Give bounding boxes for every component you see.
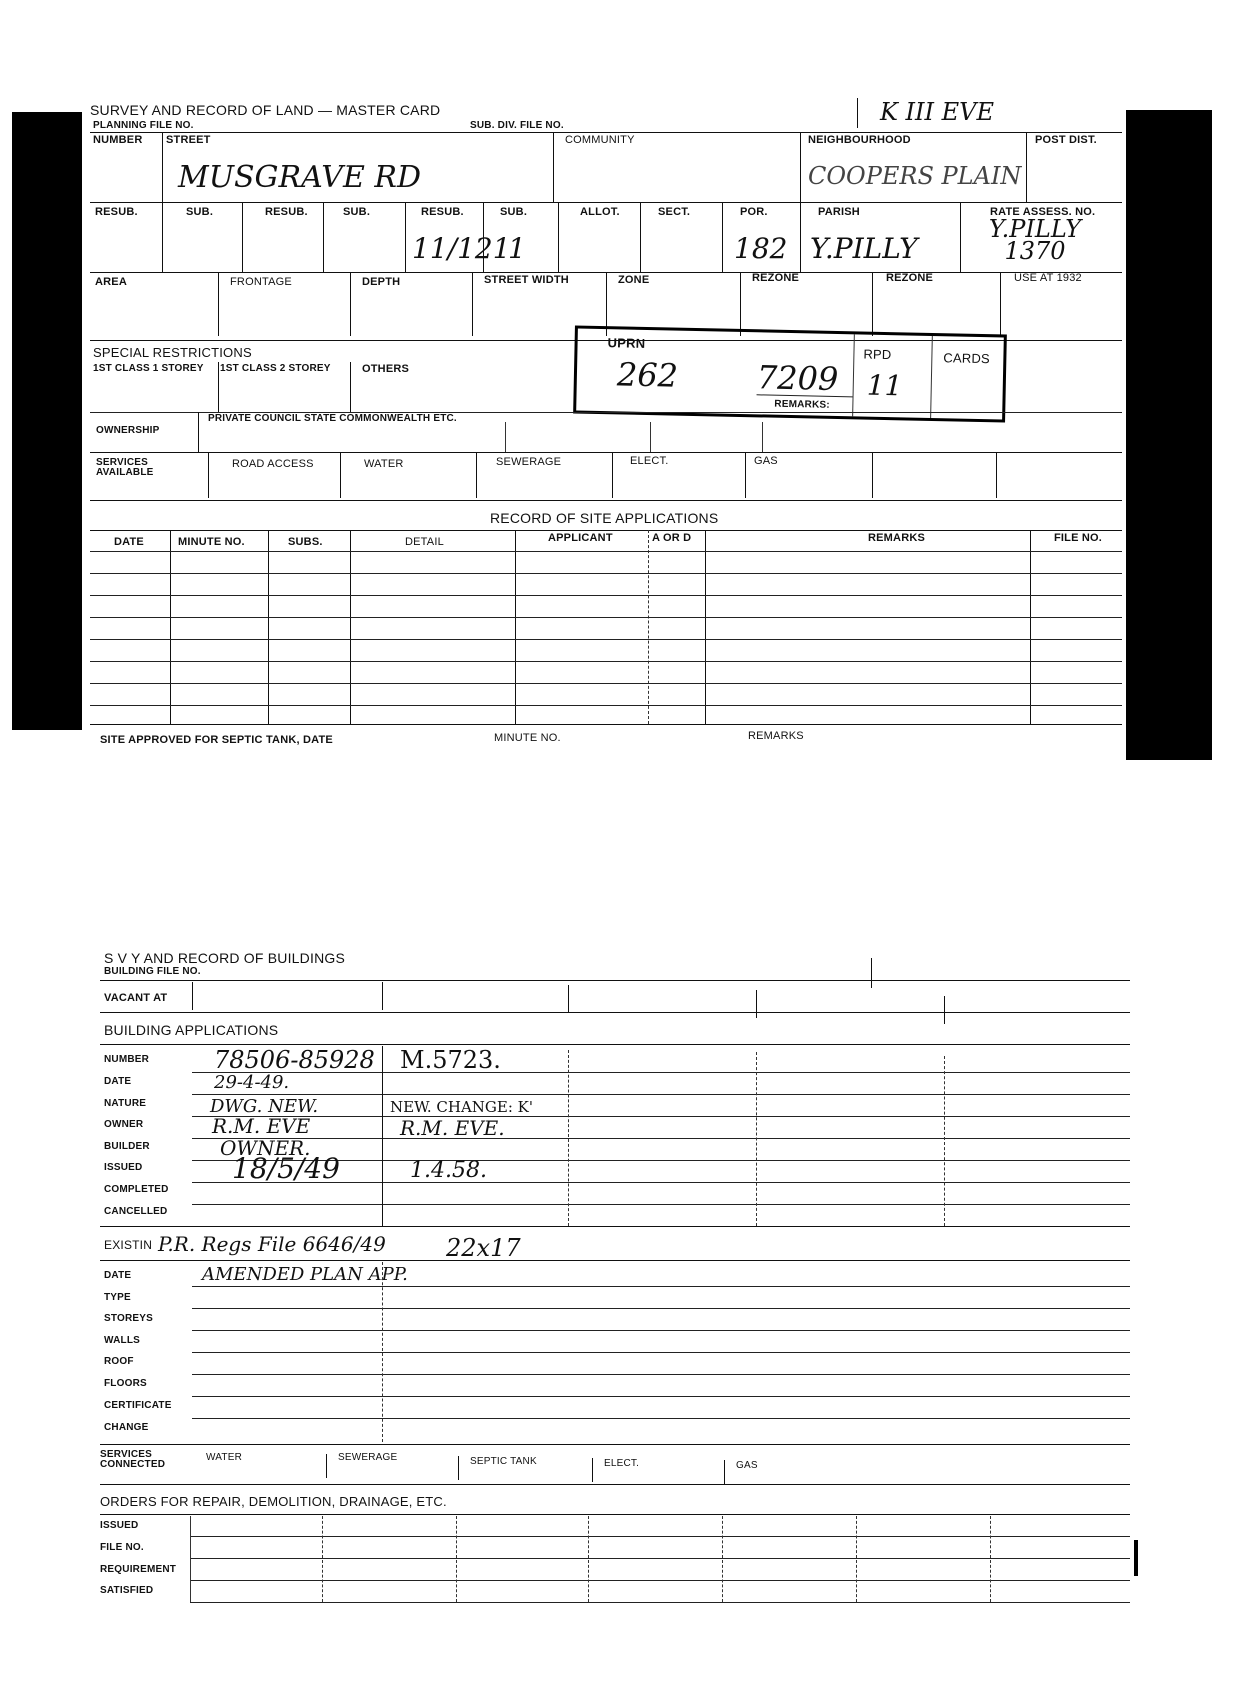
rule — [208, 452, 209, 498]
sc-gas-label: GAS — [736, 1460, 758, 1471]
rate-assess-label: RATE ASSESS. NO. — [990, 206, 1096, 218]
uprn-value-2: 7209 — [756, 358, 839, 399]
rpd-value: 11 — [866, 368, 903, 403]
vacant-at-label: VACANT AT — [104, 992, 168, 1004]
area-label: AREA — [95, 276, 127, 288]
ex-storeys-label: STOREYS — [104, 1313, 154, 1324]
app-issued-label: ISSUED — [104, 1162, 143, 1173]
site-date-header: DATE — [114, 536, 144, 548]
rule — [192, 1204, 1130, 1205]
building-applications-label: BUILDING APPLICATIONS — [104, 1022, 279, 1038]
orders-satisfied-label: SATISFIED — [100, 1585, 154, 1596]
street-label: STREET — [166, 134, 211, 146]
planning-file-label: PLANNING FILE NO. — [93, 120, 194, 131]
site-file-header: FILE NO. — [1054, 532, 1103, 544]
uprn-remarks-label: REMARKS: — [774, 398, 830, 411]
rule — [268, 530, 269, 724]
resub-label-2: RESUB. — [265, 206, 308, 218]
rule — [90, 132, 1122, 133]
app-date-value: 29-4-49. — [214, 1072, 290, 1093]
sc-sewerage-label: SEWERAGE — [338, 1452, 398, 1463]
rule — [90, 452, 1122, 453]
rule — [456, 1516, 457, 1602]
por-label: POR. — [740, 206, 768, 218]
rule — [930, 336, 933, 418]
right-scan-bar — [1126, 110, 1212, 760]
rule — [326, 1454, 327, 1478]
street-value: MUSGRAVE RD — [178, 160, 422, 195]
post-dist-label: POST DIST. — [1035, 134, 1097, 146]
rule — [90, 595, 1122, 596]
rule — [650, 422, 651, 452]
rule — [90, 530, 1122, 531]
uprn-stamp-box — [573, 325, 1007, 422]
orders-file-label: FILE NO. — [100, 1542, 144, 1553]
rule — [100, 1012, 1130, 1013]
ex-type-label: TYPE — [104, 1292, 131, 1303]
services-available-label: SERVICES AVAILABLE — [96, 457, 154, 478]
rule — [871, 958, 872, 988]
handwritten-header: K III EVE — [880, 98, 994, 126]
resub-label-1: RESUB. — [95, 206, 138, 218]
rule — [944, 1056, 945, 1226]
rule — [568, 985, 569, 1013]
rule — [568, 1050, 569, 1226]
rule — [852, 334, 855, 416]
ownership-types-label: PRIVATE COUNCIL STATE COMMONWEALTH ETC. — [208, 413, 457, 424]
rule — [100, 1514, 1130, 1515]
site-detail-header: DETAIL — [405, 536, 444, 548]
rule — [90, 661, 1122, 662]
app-issued-value-2: 1.4.58. — [410, 1158, 487, 1183]
rule — [515, 530, 516, 724]
orders-issued-label: ISSUED — [100, 1520, 139, 1531]
scan-mark — [1134, 1540, 1138, 1576]
zone-label: ZONE — [618, 274, 650, 286]
rule — [90, 551, 1122, 552]
app-owner-label: OWNER — [104, 1119, 144, 1130]
rule — [612, 452, 613, 498]
rule — [242, 202, 243, 272]
sub-label-2: SUB. — [343, 206, 371, 218]
rule — [800, 132, 801, 202]
sub-label-3: SUB. — [500, 206, 528, 218]
rule — [90, 724, 1122, 725]
ex-change-label: CHANGE — [104, 1422, 149, 1433]
use-at-label: USE AT 1932 — [1014, 272, 1082, 284]
rule — [192, 982, 193, 1010]
existing-size-value: 22x17 — [446, 1234, 521, 1262]
rule — [190, 1536, 1130, 1537]
road-access-label: ROAD ACCESS — [232, 458, 314, 470]
rule — [476, 452, 477, 498]
rule — [505, 422, 506, 452]
rule — [553, 132, 554, 202]
ex-walls-label: WALLS — [104, 1335, 140, 1346]
parish-value: Y.PILLY — [810, 232, 918, 265]
cards-label: CARDS — [943, 350, 991, 367]
app-number-value-1: 78506-85928 — [214, 1046, 375, 1074]
rule — [405, 202, 406, 272]
rpd-label: RPD — [863, 346, 892, 363]
rule — [960, 202, 961, 272]
rule — [170, 530, 171, 724]
building-file-label: BUILDING FILE NO. — [104, 966, 201, 977]
rule — [350, 530, 351, 724]
land-card-title: SURVEY AND RECORD OF LAND — MASTER CARD — [90, 102, 441, 118]
rule — [1000, 272, 1001, 336]
rule — [1026, 132, 1027, 202]
rezone-label-1: REZONE — [752, 272, 800, 284]
rule — [90, 639, 1122, 640]
orders-label: ORDERS FOR REPAIR, DEMOLITION, DRAINAGE, ETC. — [100, 1494, 447, 1509]
class2-label: 1ST CLASS 2 STOREY — [220, 363, 331, 374]
app-number-label: NUMBER — [104, 1054, 150, 1065]
orders-requirement-label: REQUIREMENT — [100, 1564, 177, 1575]
rule — [558, 202, 559, 272]
left-scan-bar — [12, 112, 82, 730]
site-a-or-d-header: A OR D — [652, 532, 692, 544]
rule — [192, 1138, 1130, 1139]
rule — [192, 1330, 1130, 1331]
rule — [648, 530, 649, 724]
rule — [350, 272, 351, 336]
app-builder-label: BUILDER — [104, 1141, 150, 1152]
rule — [762, 422, 763, 452]
rule — [872, 452, 873, 498]
septic-label: SITE APPROVED FOR SEPTIC TANK, DATE — [100, 734, 333, 746]
site-applicant-header: APPLICANT — [548, 532, 613, 544]
elect-label: ELECT. — [630, 455, 669, 467]
rule — [990, 1516, 991, 1602]
ownership-label: OWNERSHIP — [96, 425, 160, 436]
rule — [856, 1516, 857, 1602]
rule — [382, 1262, 383, 1442]
rule — [592, 1458, 593, 1482]
rule — [192, 1116, 1130, 1117]
rule — [1030, 530, 1031, 724]
rule — [722, 1516, 723, 1602]
rule — [162, 132, 163, 202]
neighbourhood-value: COOPERS PLAIN — [808, 162, 1022, 190]
rule — [705, 530, 706, 724]
septic-minute-label: MINUTE NO. — [494, 732, 561, 744]
rule — [100, 1444, 1130, 1445]
site-minute-header: MINUTE NO. — [178, 536, 245, 548]
rule — [90, 202, 1122, 203]
water-label: WATER — [364, 458, 404, 470]
rule — [872, 272, 873, 336]
rule — [218, 272, 219, 336]
rezone-label-2: REZONE — [886, 272, 934, 284]
rate-assess-value: Y.PILLY 1370 — [988, 215, 1082, 265]
rule — [640, 202, 641, 272]
rule — [100, 1226, 1130, 1227]
app-completed-label: COMPLETED — [104, 1184, 169, 1195]
rule — [100, 1484, 1130, 1485]
app-cancelled-label: CANCELLED — [104, 1206, 168, 1217]
rule — [192, 1352, 1130, 1353]
class1-label: 1ST CLASS 1 STOREY — [93, 363, 204, 374]
rule — [192, 1286, 1130, 1287]
gas-label: GAS — [754, 455, 778, 467]
app-date-label: DATE — [104, 1076, 132, 1087]
rule — [756, 990, 757, 1018]
sub-value: 1 — [508, 232, 526, 265]
ex-certificate-label: CERTIFICATE — [104, 1400, 172, 1411]
uprn-label: UPRN — [607, 335, 646, 351]
ex-date-value: AMENDED PLAN APP. — [202, 1264, 408, 1285]
existing-label: EXISTIN — [104, 1238, 153, 1252]
rule — [944, 996, 945, 1024]
rule — [745, 452, 746, 498]
rule — [90, 500, 1122, 501]
sub-div-file-label: SUB. DIV. FILE NO. — [470, 120, 564, 131]
ex-roof-label: ROOF — [104, 1356, 134, 1367]
rule — [756, 1052, 757, 1226]
existing-value: P.R. Regs File 6646/49 — [158, 1232, 386, 1256]
app-number-value-2: M.5723. — [400, 1046, 501, 1074]
rule — [740, 272, 741, 336]
street-width-label: STREET WIDTH — [484, 274, 569, 286]
rule — [588, 1516, 589, 1602]
rule — [198, 412, 199, 452]
app-owner-value-1: R.M. EVE — [212, 1114, 311, 1138]
services-connected-label: SERVICES CONNECTED — [100, 1449, 166, 1470]
rule — [192, 1094, 1130, 1095]
app-nature-value-2: NEW. CHANGE: K' — [390, 1098, 534, 1116]
sc-water-label: WATER — [206, 1452, 242, 1463]
neighbourhood-label: NEIGHBOURHOOD — [808, 134, 911, 146]
rule — [192, 1308, 1130, 1309]
rule — [458, 1456, 459, 1480]
site-remarks-header: REMARKS — [868, 532, 926, 544]
resub-label-3: RESUB. — [421, 206, 464, 218]
rule — [382, 1046, 383, 1226]
sc-elect-label: ELECT. — [604, 1458, 640, 1469]
record-site-applications-title: RECORD OF SITE APPLICATIONS — [490, 510, 719, 526]
rule — [190, 1580, 1130, 1581]
community-label: COMMUNITY — [565, 134, 635, 146]
rule — [382, 982, 383, 1010]
sewerage-label: SEWERAGE — [496, 456, 562, 468]
rule — [90, 683, 1122, 684]
rule — [190, 1558, 1130, 1559]
por-value: 182 — [734, 232, 788, 265]
app-nature-value-1: DWG. NEW. — [210, 1096, 319, 1117]
uprn-value-1: 262 — [616, 355, 679, 395]
ex-date-label: DATE — [104, 1270, 132, 1281]
others-label: OTHERS — [362, 363, 410, 375]
rule — [192, 1396, 1130, 1397]
sc-septic-label: SEPTIC TANK — [470, 1456, 537, 1467]
rule — [322, 1516, 323, 1602]
ex-floors-label: FLOORS — [104, 1378, 147, 1389]
rule — [218, 362, 219, 412]
rule — [192, 1374, 1130, 1375]
rule — [340, 452, 341, 498]
parish-label: PARISH — [818, 206, 860, 218]
rule — [190, 1516, 191, 1602]
rule — [90, 573, 1122, 574]
rule — [90, 705, 1122, 706]
sect-label: SECT. — [658, 206, 691, 218]
depth-label: DEPTH — [362, 276, 401, 288]
app-owner-value-2: R.M. EVE. — [400, 1116, 505, 1140]
frontage-label: FRONTAGE — [230, 276, 292, 288]
rule — [722, 202, 723, 272]
rule — [90, 617, 1122, 618]
rule — [472, 272, 473, 336]
septic-remarks-label: REMARKS — [748, 730, 804, 742]
resub-value: 11/121 — [412, 232, 511, 265]
buildings-card-title: S V Y AND RECORD OF BUILDINGS — [104, 950, 346, 966]
sub-label-1: SUB. — [186, 206, 214, 218]
site-subs-header: SUBS. — [288, 536, 323, 548]
rule — [323, 202, 324, 272]
rule — [350, 362, 351, 412]
header-divider — [857, 98, 858, 128]
rule — [800, 202, 801, 272]
special-restrictions-label: SPECIAL RESTRICTIONS — [93, 345, 252, 360]
rule — [162, 202, 163, 272]
app-nature-label: NATURE — [104, 1098, 147, 1109]
rule — [100, 980, 1130, 981]
rule — [190, 1602, 1130, 1603]
app-issued-value-1: 18/5/49 — [232, 1152, 340, 1185]
rule — [724, 1460, 725, 1484]
rule — [192, 1418, 1130, 1419]
rule — [100, 1260, 1130, 1261]
allot-label: ALLOT. — [580, 206, 620, 218]
app-builder-value: OWNER. — [220, 1136, 311, 1160]
rule — [996, 452, 997, 498]
number-label: NUMBER — [93, 134, 143, 146]
rule — [100, 1044, 1130, 1045]
